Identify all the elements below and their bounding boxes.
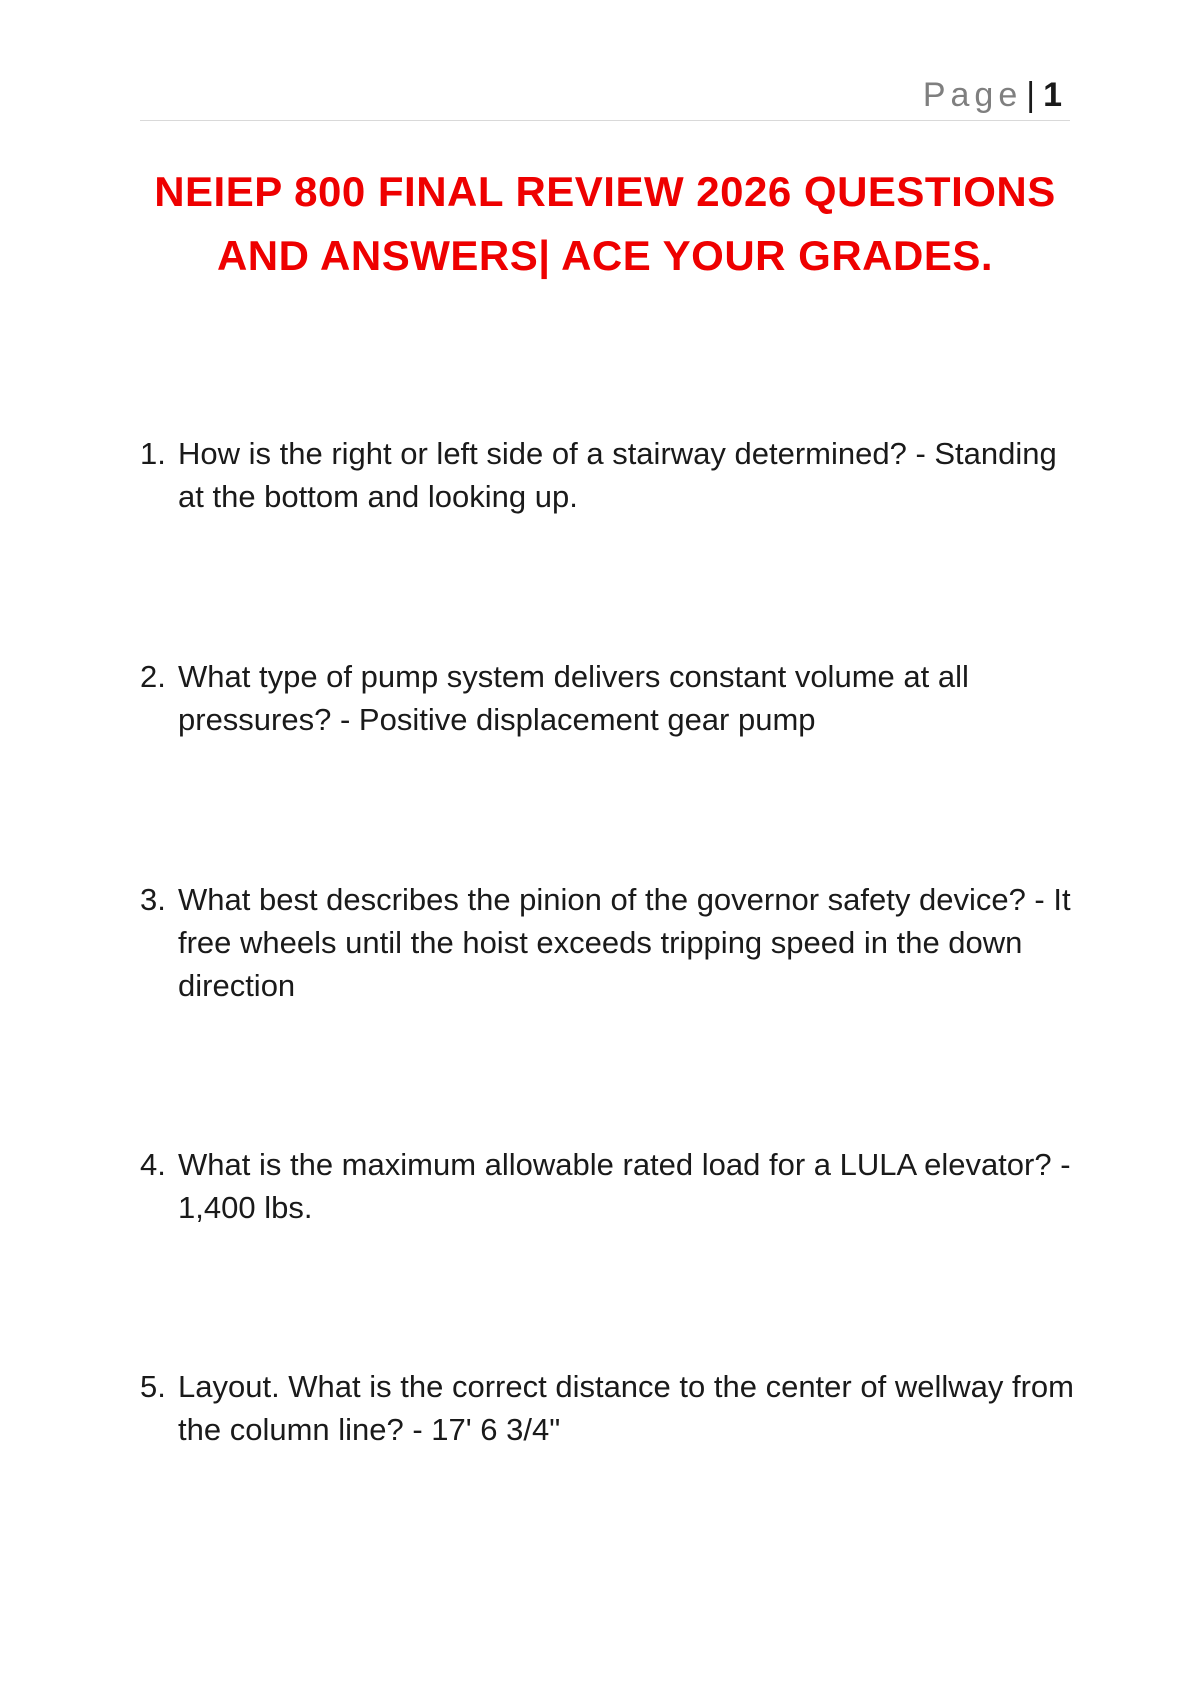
question-item-5 xyxy=(140,1365,1080,1451)
question-item-2 xyxy=(140,655,1080,741)
question-text: Layout. What is the correct distance to the center of wellway from the column line? - 17' 6 3/4" xyxy=(178,1369,1074,1447)
question-number: 2. xyxy=(140,659,166,694)
question-number: 5. xyxy=(140,1369,166,1404)
document-title: NEIEP 800 FINAL REVIEW 2026 QUESTIONS AND ANSWERS| ACE YOUR GRADES. xyxy=(154,168,1056,279)
page-number: 1 xyxy=(1043,76,1062,114)
question-number: 1. xyxy=(140,436,166,471)
question-number: 3. xyxy=(140,882,166,917)
question-number: 4. xyxy=(140,1147,166,1182)
question-text: What best describes the pinion of the governor safety device? - It free wheels until the hoist exceeds tripping speed in the down direction xyxy=(178,882,1071,1003)
page-separator: | xyxy=(1026,76,1036,114)
question-item-3 xyxy=(140,878,1080,1007)
page-label: Page xyxy=(922,76,1023,114)
page-indicator xyxy=(923,76,1062,115)
page-header xyxy=(140,70,1070,121)
question-item-4 xyxy=(140,1143,1080,1229)
question-text: What is the maximum allowable rated load for a LULA elevator? - 1,400 lbs. xyxy=(178,1147,1071,1225)
question-item-1 xyxy=(140,432,1080,518)
question-text: What type of pump system delivers constant volume at all pressures? - Positive displacement gear pump xyxy=(178,659,969,737)
question-text: How is the right or left side of a stairway determined? - Standing at the bottom and looking up. xyxy=(178,436,1057,514)
